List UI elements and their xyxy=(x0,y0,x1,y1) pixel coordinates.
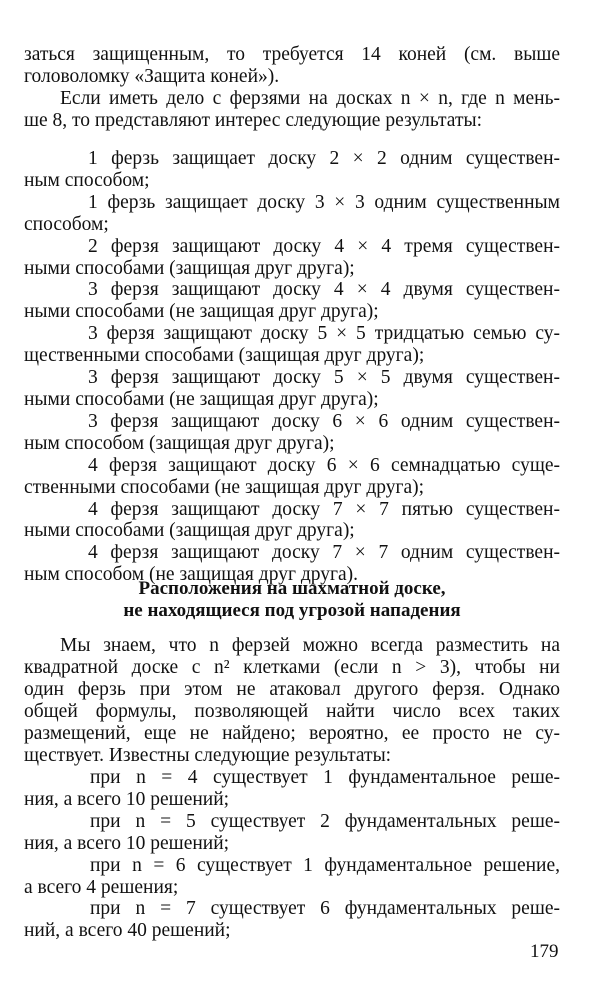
text-line: Мы знаем, что n ферзей можно всегда разместить на xyxy=(60,635,560,656)
list-item-cont: ным способом (не защищая друг друга). xyxy=(24,564,359,586)
text-line: заться защищенным, то требуется 14 коней (см. выше xyxy=(24,44,560,65)
list-item: 3 ферзя защищают доску 5 × 5 двумя существен- xyxy=(88,367,560,389)
list-item: 2 ферзя защищают доску 4 × 4 тремя существен- xyxy=(88,235,560,257)
text-line: ществует. Известны следующие результаты: xyxy=(24,744,392,766)
text-line: Если иметь дело с ферзями на досках n × n, где n мень- xyxy=(60,87,560,109)
list-item: 1 ферзь защищает доску 3 × 3 одним существенным xyxy=(88,191,560,213)
results-list xyxy=(24,767,560,942)
list-item: 3 ферзя защищают доску 5 × 5 тридцатью семью су- xyxy=(88,323,560,345)
result-item: при n = 5 существует 2 фундаментальных реше- xyxy=(90,810,560,832)
text-line: один ферзь при этом не атаковал другого ферзя. Однако xyxy=(24,678,560,700)
queens-protection-list xyxy=(24,148,560,586)
list-item-cont: ным способом; xyxy=(24,169,150,191)
text-line: общей формулы, позволяющей найти число всех таких xyxy=(24,700,560,722)
list-item-cont: ными способами (не защищая друг друга); xyxy=(24,301,379,323)
list-item-cont: ным способом (защищая друг друга); xyxy=(24,432,335,454)
text-line: квадратной доске с n² клетками (если n > 3), чтобы ни xyxy=(24,656,560,678)
list-item: 1 ферзь защищает доску 2 × 2 одним существен- xyxy=(88,148,560,169)
heading-line: Расположения на шахматной доске, xyxy=(138,578,446,599)
page-number: 179 xyxy=(530,941,559,962)
list-item: 4 ферзя защищают доску 6 × 6 семнадцатью суще- xyxy=(88,454,560,476)
result-item-cont: ния, а всего 10 решений; xyxy=(24,832,230,854)
list-item-cont: способом; xyxy=(24,213,109,235)
section-heading xyxy=(24,578,560,622)
list-item-cont: ными способами (защищая друг друга); xyxy=(24,257,355,279)
result-item: при n = 7 существует 6 фундаментальных реше- xyxy=(90,898,560,920)
list-item: 3 ферзя защищают доску 6 × 6 одним существен- xyxy=(88,410,560,432)
heading-line: не находящиеся под угрозой нападения xyxy=(123,600,461,621)
list-item-cont: ными способами (не защищая друг друга); xyxy=(24,388,379,410)
intro-paragraph xyxy=(24,44,560,132)
result-item-cont: а всего 4 решения; xyxy=(24,876,179,898)
list-item-cont: щественными способами (защищая друг друга); xyxy=(24,345,425,367)
list-item: 4 ферзя защищают доску 7 × 7 одним существен- xyxy=(88,542,560,564)
list-item-cont: ными способами (защищая друг друга); xyxy=(24,520,355,542)
list-item: 4 ферзя защищают доску 7 × 7 пятью существен- xyxy=(88,498,560,520)
result-item-cont: ния, а всего 10 решений; xyxy=(24,788,230,810)
result-item-cont: ний, а всего 40 решений; xyxy=(24,920,231,942)
list-item: 3 ферзя защищают доску 4 × 4 двумя существен- xyxy=(88,279,560,301)
result-item: при n = 4 существует 1 фундаментальное реше- xyxy=(90,767,560,788)
text-line: размещений, еще не найдено; вероятно, ее просто не су- xyxy=(24,722,560,744)
result-item: при n = 6 существует 1 фундаментальное решение, xyxy=(90,854,560,876)
text-line: головоломку «Защита коней»). xyxy=(24,65,280,87)
list-item-cont: ственными способами (не защищая друг друга); xyxy=(24,476,425,498)
text-line: ше 8, то представляют интерес следующие результаты: xyxy=(24,109,483,131)
body-paragraph xyxy=(24,635,560,766)
